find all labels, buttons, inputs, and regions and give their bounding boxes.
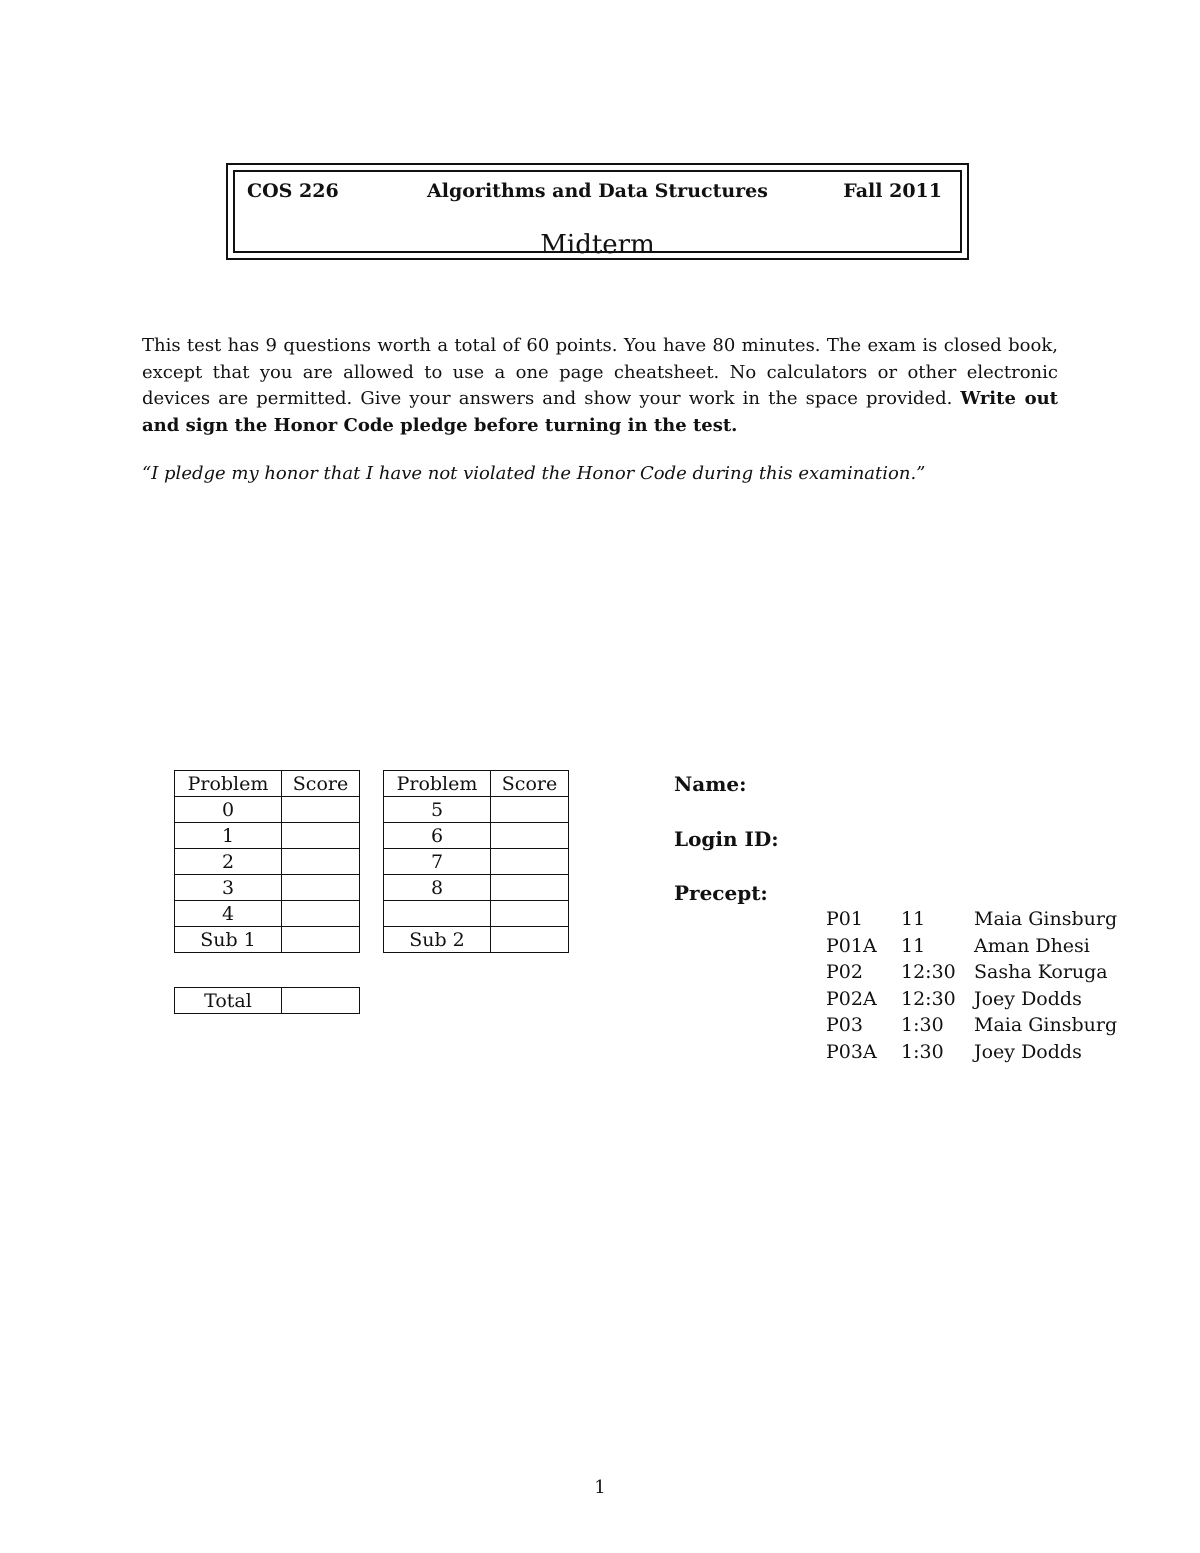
table-row <box>384 797 569 823</box>
table-header-row <box>384 771 569 797</box>
exam-header-inner-frame <box>233 170 962 260</box>
score-cell <box>282 823 360 849</box>
precept-code: P01 <box>826 908 863 930</box>
instructions-text: This test has 9 questions worth a total of 60 points. You have 80 minutes. The exam is closed book, except that you are allowed to use a one page cheatsheet. No calculators or other electronic devices are permitted. Give your answers and show your work in the space provided. <box>142 335 1058 409</box>
login-id-label: Login ID: <box>674 827 779 851</box>
precept-list <box>826 906 1117 1066</box>
precept-label: Precept: <box>674 881 768 905</box>
precept-time: 12:30 <box>901 961 956 984</box>
problem-number: 6 <box>384 823 491 849</box>
subtotal-score-cell <box>491 927 569 953</box>
score-cell <box>491 901 569 927</box>
precept-code: P03A <box>826 1040 877 1063</box>
score-cell <box>491 875 569 901</box>
precept-time: 11 <box>901 908 926 930</box>
total-label: Total <box>175 988 282 1014</box>
score-cell <box>282 875 360 901</box>
problem-number: 5 <box>384 797 491 823</box>
table-header-row <box>175 771 360 797</box>
precept-row <box>826 933 1117 960</box>
subtotal-row <box>384 927 569 953</box>
precept-instructor: Sasha Koruga <box>974 961 1108 984</box>
exam-header-box <box>226 163 969 260</box>
precept-code: P01A <box>826 934 877 957</box>
precept-row <box>826 1039 1117 1066</box>
table-row <box>175 823 360 849</box>
precept-instructor: Aman Dhesi <box>974 934 1090 957</box>
course-code: COS 226 <box>247 180 339 202</box>
total-score-cell <box>282 988 360 1014</box>
instructions <box>142 333 1058 439</box>
table-row <box>384 901 569 927</box>
table-row <box>384 875 569 901</box>
subtotal-label: Sub 2 <box>384 927 491 953</box>
term: Fall 2011 <box>843 180 942 202</box>
name-label: Name: <box>674 772 747 796</box>
table-row <box>175 849 360 875</box>
precept-row <box>826 1012 1117 1039</box>
problem-number: 0 <box>175 797 282 823</box>
score-cell <box>282 797 360 823</box>
score-table-1 <box>174 770 360 953</box>
table-row <box>175 901 360 927</box>
problem-number: 2 <box>175 849 282 875</box>
subtotal-score-cell <box>282 927 360 953</box>
score-cell <box>491 797 569 823</box>
precept-time: 1:30 <box>901 1040 944 1063</box>
total-table <box>174 987 360 1014</box>
honor-pledge: “I pledge my honor that I have not violated the Honor Code during this examination.” <box>142 463 926 484</box>
problem-number: 1 <box>175 823 282 849</box>
problem-number: 4 <box>175 901 282 927</box>
precept-row <box>826 906 1117 933</box>
course-name: Algorithms and Data Structures <box>427 180 768 202</box>
precept-row <box>826 959 1117 986</box>
score-cell <box>491 849 569 875</box>
problem-header: Problem <box>384 771 491 797</box>
precept-instructor: Joey Dodds <box>974 987 1082 1010</box>
total-row <box>175 988 360 1014</box>
table-row <box>384 823 569 849</box>
subtotal-row <box>175 927 360 953</box>
problem-number: 8 <box>384 875 491 901</box>
score-header: Score <box>282 771 360 797</box>
problem-number <box>384 901 491 927</box>
score-table-2 <box>383 770 569 953</box>
precept-time: 12:30 <box>901 987 956 1010</box>
precept-row <box>826 986 1117 1013</box>
instructions-bold-text: Write out and sign the Honor Code pledge before turning in the test. <box>142 388 1058 436</box>
score-cell <box>282 849 360 875</box>
table-row <box>175 875 360 901</box>
precept-code: P03 <box>826 1014 863 1037</box>
table-row <box>384 849 569 875</box>
precept-instructor: Maia Ginsburg <box>974 908 1118 930</box>
subtotal-label: Sub 1 <box>175 927 282 953</box>
precept-code: P02A <box>826 987 877 1010</box>
problem-number: 3 <box>175 875 282 901</box>
precept-instructor: Joey Dodds <box>974 1040 1082 1063</box>
problem-header: Problem <box>175 771 282 797</box>
precept-time: 11 <box>901 934 926 957</box>
page-number: 1 <box>594 1477 606 1498</box>
score-header: Score <box>491 771 569 797</box>
score-cell <box>282 901 360 927</box>
precept-time: 1:30 <box>901 1014 944 1037</box>
problem-number: 7 <box>384 849 491 875</box>
precept-code: P02 <box>826 961 863 984</box>
exam-title: Midterm <box>540 230 655 260</box>
score-cell <box>491 823 569 849</box>
table-row <box>175 797 360 823</box>
precept-instructor: Maia Ginsburg <box>974 1014 1118 1037</box>
